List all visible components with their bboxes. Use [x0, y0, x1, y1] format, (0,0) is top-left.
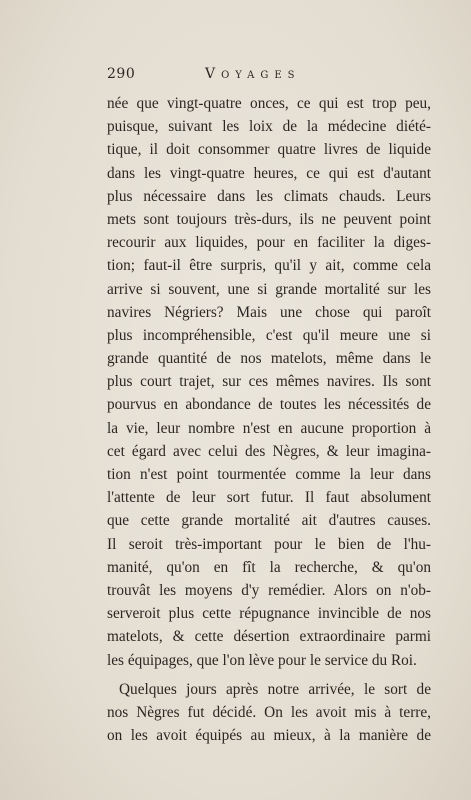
paragraph: [107, 678, 431, 748]
page-header: [107, 66, 429, 86]
body-text: [107, 92, 431, 747]
text-line: dans les vingt-quatre heures, ce qui est d'autant: [107, 164, 431, 182]
text-line: les équipages, que l'on lève pour le service du Roi.: [107, 651, 417, 669]
text-line: manité, qu'on en fît la recherche, & qu'on: [107, 558, 431, 576]
text-line: tion; faut-il être surpris, qu'il y ait, comme cela: [107, 257, 431, 275]
text-line: tique, il doit consommer quatre livres de liquide: [107, 141, 431, 159]
text-line: pourvus en abondance de toutes les nécessités de: [107, 396, 431, 414]
text-line: navires Négriers? Mais une chose qui paroît: [107, 303, 431, 321]
text-line: grande quantité de nos matelots, même dans le: [107, 350, 431, 368]
running-title: Voyages: [205, 66, 301, 82]
text-line: née que vingt-quatre onces, ce qui est trop peu,: [107, 95, 431, 112]
text-line: plus nécessaire dans les climats chauds. Leurs: [107, 187, 431, 205]
text-line: puisque, suivant les loix de la médecine diété-: [107, 118, 431, 136]
text-line: cet égard avec celui des Nègres, & leur imagina-: [107, 442, 431, 460]
text-line: arrive si souvent, une si grande mortalité sur les: [107, 280, 431, 298]
text-line: la vie, leur nombre n'est en aucune proportion à: [107, 419, 431, 437]
text-line: l'attente de leur sort futur. Il faut absolument: [107, 489, 431, 507]
page-number: 290: [107, 66, 136, 82]
text-line: matelots, & cette désertion extraordinaire parmi: [107, 628, 431, 646]
text-line: serveroit plus cette répugnance invincible de nos: [107, 605, 431, 623]
text-line: mets sont toujours très-durs, ils ne peuvent point: [107, 210, 431, 228]
text-line: recourir aux liquides, pour en faciliter la diges-: [107, 234, 431, 252]
text-line: plus court trajet, sur ces mêmes navires. Ils sont: [107, 373, 431, 391]
text-line: Il seroit très-important pour le bien de l'hu-: [107, 535, 431, 553]
text-line: Quelques jours après notre arrivée, le sort de: [119, 680, 431, 698]
text-line: on les avoit équipés au mieux, à la manière de: [107, 727, 431, 745]
paragraph: [107, 92, 431, 672]
text-line: tion n'est point tourmentée comme la leur dans: [107, 466, 431, 483]
text-line: nos Nègres fut décidé. On les avoit mis à terre,: [107, 703, 431, 721]
text-line: plus incompréhensible, c'est qu'il meure une si: [107, 326, 431, 344]
text-line: que cette grande mortalité ait d'autres causes.: [107, 512, 431, 530]
text-line: trouvât les moyens d'y remédier. Alors on n'ob-: [107, 581, 431, 599]
